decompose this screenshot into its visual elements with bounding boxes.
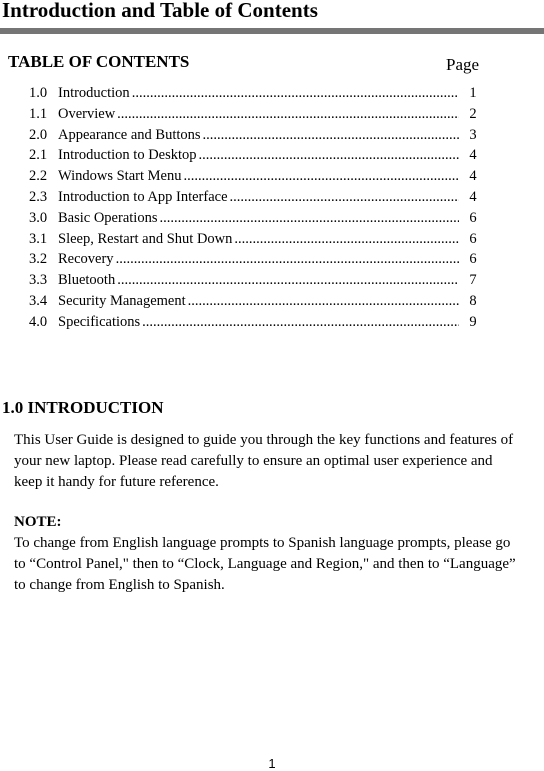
toc-entry-number: 3.3 [29, 272, 48, 289]
toc-dot-leader [183, 166, 459, 187]
toc-entry-page[interactable]: 6 [469, 251, 477, 268]
toc-entry-label[interactable]: Sleep, Restart and Shut Down [58, 230, 233, 247]
toc-entry-page[interactable]: 4 [469, 168, 477, 185]
toc-entry-page[interactable]: 4 [469, 147, 477, 164]
toc-entry-number: 2.2 [29, 168, 48, 185]
toc-entry-page[interactable]: 6 [469, 230, 477, 247]
toc-dot-leader [142, 312, 459, 333]
toc-entry[interactable] [29, 270, 479, 291]
toc-dot-leader [188, 291, 459, 312]
toc-entry[interactable] [29, 208, 479, 229]
toc-entry-number: 1.1 [29, 105, 48, 122]
toc-dot-leader [117, 104, 459, 125]
toc-entry-label[interactable]: Introduction [58, 85, 130, 101]
toc-dot-leader [132, 83, 459, 104]
toc-entry[interactable] [29, 249, 479, 270]
toc-entry-page[interactable]: 2 [469, 105, 477, 122]
toc-entry[interactable] [29, 125, 479, 146]
toc-dot-leader [159, 208, 459, 229]
title-divider [0, 28, 544, 34]
toc-entry-label[interactable]: Introduction to Desktop [58, 147, 197, 164]
toc-entry[interactable] [29, 187, 479, 208]
toc-entry-number: 4.0 [29, 313, 48, 330]
toc-entry-label[interactable]: Overview [58, 105, 116, 122]
toc-entry-label[interactable]: Bluetooth [58, 272, 116, 289]
toc-entry-page[interactable]: 8 [469, 292, 477, 309]
toc-entry-label[interactable]: Introduction to App Interface [58, 188, 228, 205]
toc-entry[interactable] [29, 312, 479, 333]
toc-entry[interactable] [29, 83, 479, 104]
toc-heading: TABLE OF CONTENTS [8, 52, 190, 71]
toc-entry-label[interactable]: Security Management [58, 292, 186, 309]
toc-dot-leader [117, 270, 459, 291]
toc-entry-page[interactable]: 3 [469, 126, 477, 143]
introduction-heading: 1.0 INTRODUCTION [2, 398, 164, 417]
toc-dot-leader [230, 187, 459, 208]
toc-page-column-label: Page [446, 55, 480, 74]
introduction-paragraph: This User Guide is designed to guide you through the key functions and features of your new laptop. Please read carefully to ensure an optimal user experience and keep it handy for future reference. [14, 432, 514, 490]
toc-entry-page[interactable]: 1 [469, 85, 477, 101]
page-title: Introduction and Table of Contents [2, 0, 318, 22]
toc-entry-number: 3.4 [29, 292, 48, 309]
toc-entry-label[interactable]: Basic Operations [58, 209, 158, 226]
toc-entry-page[interactable]: 6 [469, 209, 477, 226]
toc-entry-label[interactable]: Recovery [58, 251, 114, 268]
toc-entry-label[interactable]: Specifications [58, 313, 141, 330]
toc-entry[interactable] [29, 166, 479, 187]
toc-entry-number: 2.0 [29, 126, 48, 143]
page-number: 1 [268, 756, 276, 771]
toc-entry-page[interactable]: 4 [469, 188, 477, 205]
toc-entry-number: 3.2 [29, 251, 48, 268]
toc-entry-page[interactable]: 9 [469, 313, 477, 330]
note-text: To change from English language prompts to Spanish language prompts, please go to “Control Panel," then to “Clock, Language and Region," and then to “Language” to change from English to Spanish. [14, 535, 516, 593]
toc-entry-label[interactable]: Windows Start Menu [58, 168, 182, 185]
toc-entry[interactable] [29, 291, 479, 312]
toc-entry[interactable] [29, 104, 479, 125]
toc-dot-leader [234, 229, 459, 250]
toc-list [29, 83, 479, 333]
toc-entry-number: 2.3 [29, 188, 48, 205]
toc-entry-number: 3.0 [29, 209, 48, 226]
toc-entry-label[interactable]: Appearance and Buttons [58, 126, 201, 143]
toc-dot-leader [199, 145, 459, 166]
toc-entry[interactable] [29, 145, 479, 166]
toc-entry-number: 1.0 [29, 85, 48, 101]
note-label: NOTE: [14, 514, 62, 530]
toc-entry-number: 3.1 [29, 230, 48, 247]
toc-entry-page[interactable]: 7 [469, 272, 477, 289]
toc-entry[interactable] [29, 229, 479, 250]
toc-dot-leader [116, 249, 459, 270]
toc-entry-number: 2.1 [29, 147, 48, 164]
toc-dot-leader [203, 125, 459, 146]
